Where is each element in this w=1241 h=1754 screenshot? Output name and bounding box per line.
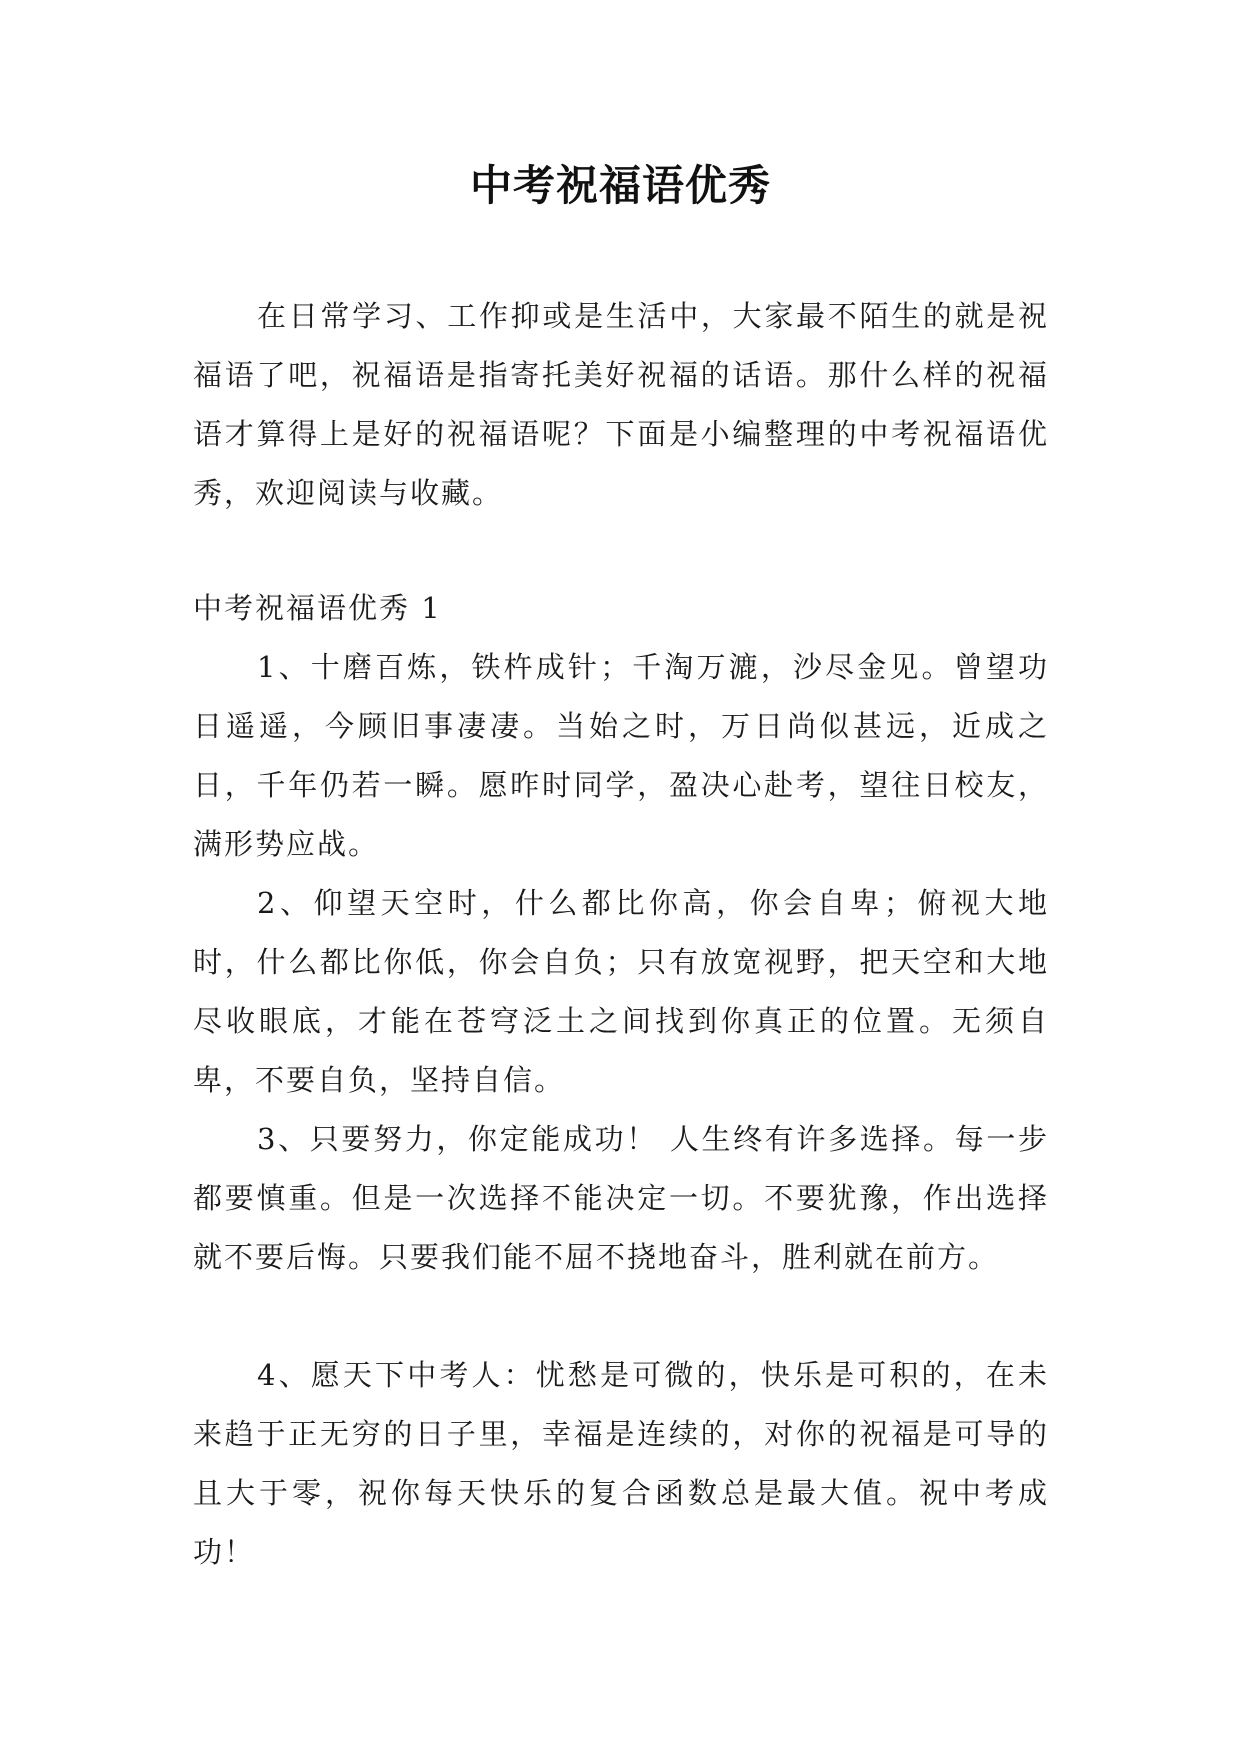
blessing-item-4: 4、愿天下中考人：忧愁是可微的，快乐是可积的，在未来趋于正无穷的日子里，幸福是连续的，对你的祝福是可导的且大于零，祝你每天快乐的复合函数总是最大值。祝中考成功！ xyxy=(193,1358,1049,1569)
document-title: 中考祝福语优秀 xyxy=(469,161,771,210)
intro-paragraph: 在日常学习、工作抑或是生活中，大家最不陌生的就是祝福语了吧，祝福语是指寄托美好祝福的话语。那什么样的祝福语才算得上是好的祝福语呢？下面是小编整理的中考祝福语优秀，欢迎阅读与收藏。 xyxy=(193,299,1049,510)
blessing-item-1: 1、十磨百炼，铁杵成针；千淘万漉，沙尽金见。曾望功日遥遥，今顾旧事凄凄。当始之时，万日尚似甚远，近成之日，千年仍若一瞬。愿昨时同学，盈决心赴考，望往日校友，满形势应战。 xyxy=(193,650,1049,861)
blessing-item-2: 2、仰望天空时，什么都比你高，你会自卑；俯视大地时，什么都比你低，你会自负；只有放宽视野，把天空和大地尽收眼底，才能在苍穹泛土之间找到你真正的位置。无须自卑，不要自负，坚持自信。 xyxy=(193,886,1049,1097)
blessing-item-3: 3、只要努力，你定能成功！ 人生终有许多选择。每一步都要慎重。但是一次选择不能决定一切。不要犹豫，作出选择就不要后悔。只要我们能不屈不挠地奋斗，胜利就在前方。 xyxy=(193,1122,1049,1274)
section-heading: 中考祝福语优秀 1 xyxy=(193,591,442,625)
